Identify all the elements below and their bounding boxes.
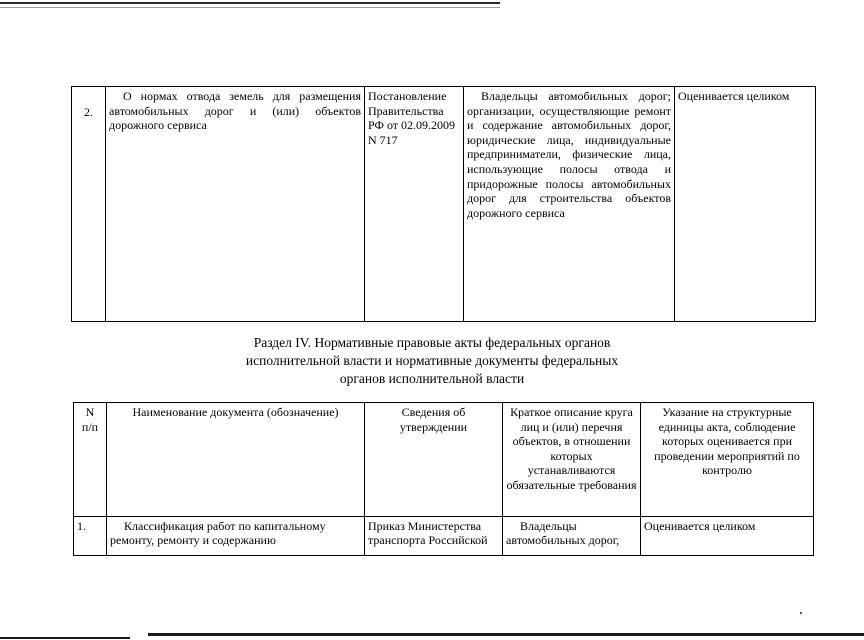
header-number-line: п/п bbox=[81, 419, 99, 434]
document-name: О нормах отвода земель для размещения автомобильных дорог и (или) объектов дорожного сервиса bbox=[106, 87, 365, 322]
scan-edge-bottom bbox=[148, 633, 864, 636]
header-subjects: Краткое описание круга лиц и (или) перечня объектов, в отношении которых устанавливаются обязательные требования bbox=[503, 403, 641, 517]
structural-units: Оценивается целиком bbox=[641, 516, 814, 555]
header-structural-units: Указание на структурные единицы акта, соблюдение которых оценивается при проведении мероприятий по контролю bbox=[641, 403, 814, 517]
scan-edge-top-faint bbox=[0, 7, 500, 8]
scan-edge-top bbox=[0, 2, 500, 4]
approval-info: Постановление Правительства РФ от 02.09.2009 N 717 bbox=[365, 87, 464, 322]
table-header-row bbox=[74, 403, 814, 517]
regulations-table-part3 bbox=[71, 86, 816, 322]
scan-edge-bottom-left bbox=[0, 637, 130, 639]
header-number bbox=[74, 403, 107, 517]
table-row bbox=[72, 87, 816, 322]
subjects-description: Владельцы автомобильных дорог, bbox=[503, 516, 641, 555]
section-heading-line: органов исполнительной власти bbox=[339, 371, 525, 386]
document-name: Классификация работ по капитальному ремонту, ремонту и содержанию bbox=[107, 516, 365, 555]
structural-units: Оценивается целиком bbox=[675, 87, 816, 322]
regulations-table-part4 bbox=[73, 402, 814, 556]
subjects-description: Владельцы автомобильных дорог; организации, осуществляющие ремонт и содержание автомобильных дорог, юридические лица, индивидуальные предприниматели, физические лица, использующие полосы отвода и придорожные полосы автомобильных дорог для строительства объектов дорожного сервиса bbox=[464, 87, 675, 322]
table-row bbox=[74, 516, 814, 555]
row-number: 2. bbox=[72, 87, 106, 322]
row-number: 1. bbox=[74, 516, 107, 555]
header-approval: Сведения об утверждении bbox=[365, 403, 503, 517]
scan-speck bbox=[800, 612, 802, 614]
section-heading bbox=[200, 334, 664, 388]
section-heading-line: исполнительной власти и нормативные документы федеральных bbox=[245, 353, 619, 368]
header-number-line: N bbox=[85, 405, 95, 419]
header-document-name: Наименование документа (обозначение) bbox=[107, 403, 365, 517]
section-heading-line: Раздел IV. Нормативные правовые акты федеральных органов bbox=[253, 335, 611, 350]
approval-info: Приказ Министерства транспорта Российской bbox=[365, 516, 503, 555]
